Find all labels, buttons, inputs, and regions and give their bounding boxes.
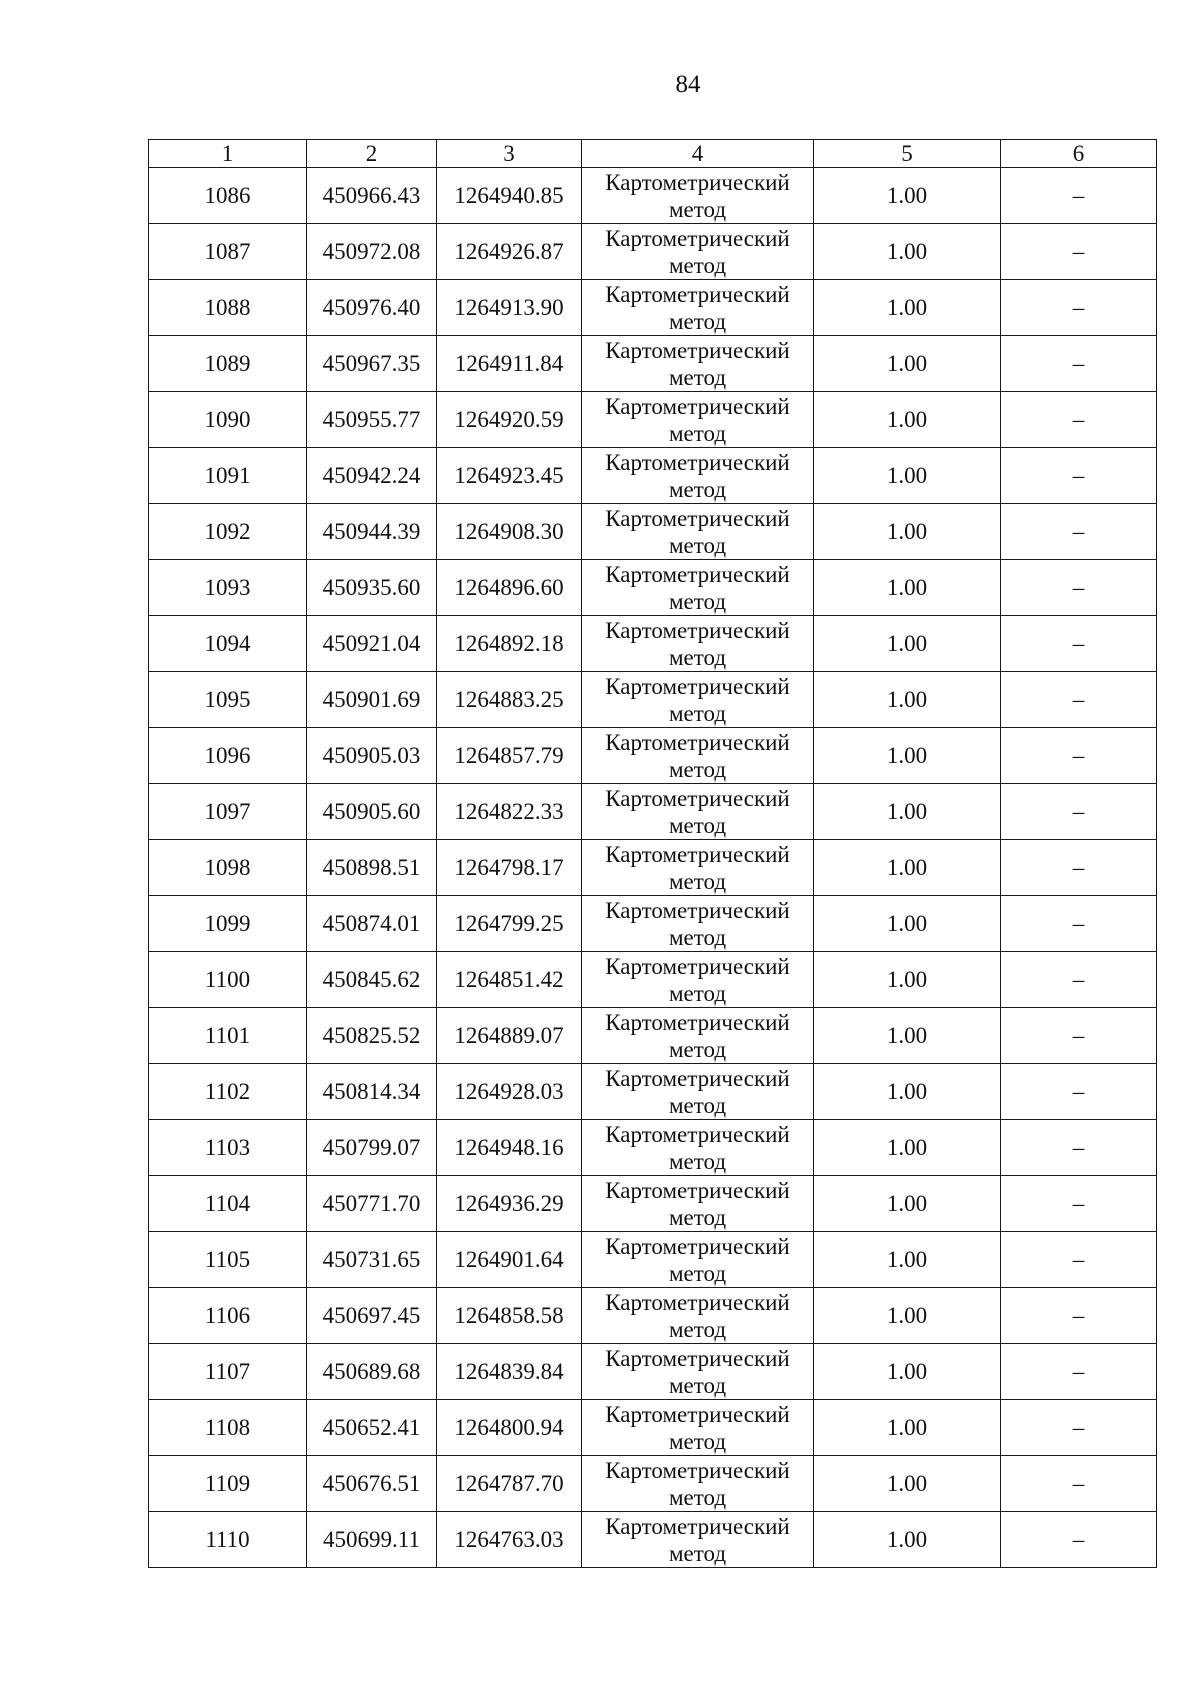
cell-y-coordinate: 1264858.58 (437, 1288, 582, 1344)
cell-method (582, 1344, 814, 1400)
cell-point-number: 1089 (149, 336, 307, 392)
cell-method (582, 280, 814, 336)
cell-accuracy: 1.00 (814, 840, 1001, 896)
method-line-1: Картометрический (605, 281, 790, 307)
method-line-1: Картометрический (605, 1233, 790, 1259)
cell-accuracy: 1.00 (814, 392, 1001, 448)
cell-point-number: 1090 (149, 392, 307, 448)
page-number: 84 (675, 71, 701, 98)
cell-accuracy: 1.00 (814, 1456, 1001, 1512)
cell-y-coordinate: 1264911.84 (437, 336, 582, 392)
column-header: 1 (149, 140, 307, 168)
method-line-1: Картометрический (605, 1513, 790, 1539)
method-line-2: метод (668, 1484, 727, 1510)
cell-accuracy: 1.00 (814, 1064, 1001, 1120)
cell-description: – (1001, 1456, 1157, 1512)
cell-x-coordinate: 450652.41 (307, 1400, 437, 1456)
table-row (149, 280, 1157, 336)
method-line-2: метод (668, 532, 727, 558)
cell-method (582, 224, 814, 280)
cell-description: – (1001, 1064, 1157, 1120)
cell-y-coordinate: 1264798.17 (437, 840, 582, 896)
coordinates-table (148, 139, 1157, 1568)
cell-x-coordinate: 450966.43 (307, 168, 437, 224)
cell-point-number: 1092 (149, 504, 307, 560)
method-line-1: Картометрический (605, 953, 790, 979)
cell-description: – (1001, 896, 1157, 952)
cell-accuracy: 1.00 (814, 728, 1001, 784)
cell-y-coordinate: 1264892.18 (437, 616, 582, 672)
table-row (149, 1344, 1157, 1400)
cell-y-coordinate: 1264923.45 (437, 448, 582, 504)
table-row (149, 616, 1157, 672)
method-line-2: метод (668, 980, 727, 1006)
cell-y-coordinate: 1264940.85 (437, 168, 582, 224)
method-line-2: метод (668, 420, 727, 446)
cell-x-coordinate: 450942.24 (307, 448, 437, 504)
cell-point-number: 1091 (149, 448, 307, 504)
cell-point-number: 1095 (149, 672, 307, 728)
cell-description: – (1001, 280, 1157, 336)
cell-y-coordinate: 1264928.03 (437, 1064, 582, 1120)
cell-y-coordinate: 1264908.30 (437, 504, 582, 560)
table-row (149, 896, 1157, 952)
cell-accuracy: 1.00 (814, 1344, 1001, 1400)
table-row (149, 336, 1157, 392)
cell-accuracy: 1.00 (814, 1008, 1001, 1064)
method-line-1: Картометрический (605, 673, 790, 699)
cell-method (582, 448, 814, 504)
cell-y-coordinate: 1264901.64 (437, 1232, 582, 1288)
cell-accuracy: 1.00 (814, 336, 1001, 392)
cell-point-number: 1107 (149, 1344, 307, 1400)
method-line-1: Картометрический (605, 337, 790, 363)
table-row (149, 1400, 1157, 1456)
method-line-1: Картометрический (605, 1121, 790, 1147)
cell-x-coordinate: 450921.04 (307, 616, 437, 672)
cell-method (582, 560, 814, 616)
method-line-2: метод (668, 868, 727, 894)
cell-point-number: 1104 (149, 1176, 307, 1232)
table-row (149, 392, 1157, 448)
cell-method (582, 504, 814, 560)
method-line-2: метод (668, 1540, 727, 1566)
method-line-1: Картометрический (605, 785, 790, 811)
table-row (149, 1064, 1157, 1120)
cell-x-coordinate: 450972.08 (307, 224, 437, 280)
cell-y-coordinate: 1264800.94 (437, 1400, 582, 1456)
cell-method (582, 1120, 814, 1176)
cell-y-coordinate: 1264948.16 (437, 1120, 582, 1176)
cell-accuracy: 1.00 (814, 1232, 1001, 1288)
cell-method (582, 1176, 814, 1232)
cell-method (582, 1232, 814, 1288)
cell-method (582, 616, 814, 672)
table-row (149, 224, 1157, 280)
cell-description: – (1001, 336, 1157, 392)
table-row (149, 1512, 1157, 1568)
cell-x-coordinate: 450901.69 (307, 672, 437, 728)
cell-method (582, 392, 814, 448)
method-line-2: метод (668, 196, 727, 222)
table-row (149, 1288, 1157, 1344)
method-line-1: Картометрический (605, 841, 790, 867)
cell-accuracy: 1.00 (814, 560, 1001, 616)
table-row (149, 784, 1157, 840)
table-row (149, 1176, 1157, 1232)
method-line-1: Картометрический (605, 1401, 790, 1427)
table-body (149, 168, 1157, 1568)
cell-description: – (1001, 840, 1157, 896)
method-line-1: Картометрический (605, 1177, 790, 1203)
cell-point-number: 1106 (149, 1288, 307, 1344)
method-line-1: Картометрический (605, 1345, 790, 1371)
cell-x-coordinate: 450976.40 (307, 280, 437, 336)
cell-method (582, 952, 814, 1008)
method-line-2: метод (668, 1148, 727, 1174)
method-line-2: метод (668, 476, 727, 502)
table-row (149, 448, 1157, 504)
cell-point-number: 1097 (149, 784, 307, 840)
cell-point-number: 1109 (149, 1456, 307, 1512)
cell-description: – (1001, 1008, 1157, 1064)
cell-accuracy: 1.00 (814, 224, 1001, 280)
cell-x-coordinate: 450799.07 (307, 1120, 437, 1176)
cell-point-number: 1102 (149, 1064, 307, 1120)
cell-description: – (1001, 1176, 1157, 1232)
cell-point-number: 1103 (149, 1120, 307, 1176)
method-line-1: Картометрический (605, 1009, 790, 1035)
method-line-1: Картометрический (605, 617, 790, 643)
cell-description: – (1001, 392, 1157, 448)
cell-accuracy: 1.00 (814, 280, 1001, 336)
cell-x-coordinate: 450905.60 (307, 784, 437, 840)
method-line-2: метод (668, 364, 727, 390)
method-line-1: Картометрический (605, 897, 790, 923)
cell-point-number: 1100 (149, 952, 307, 1008)
cell-accuracy: 1.00 (814, 1288, 1001, 1344)
cell-y-coordinate: 1264857.79 (437, 728, 582, 784)
method-line-1: Картометрический (605, 729, 790, 755)
cell-description: – (1001, 448, 1157, 504)
method-line-2: метод (668, 1260, 727, 1286)
method-line-1: Картометрический (605, 225, 790, 251)
method-line-1: Картометрический (605, 1289, 790, 1315)
cell-x-coordinate: 450699.11 (307, 1512, 437, 1568)
cell-y-coordinate: 1264799.25 (437, 896, 582, 952)
method-line-1: Картометрический (605, 169, 790, 195)
cell-accuracy: 1.00 (814, 1176, 1001, 1232)
table-row (149, 504, 1157, 560)
method-line-2: метод (668, 1316, 727, 1342)
cell-point-number: 1096 (149, 728, 307, 784)
method-line-1: Картометрический (605, 505, 790, 531)
cell-x-coordinate: 450967.35 (307, 336, 437, 392)
method-line-2: метод (668, 924, 727, 950)
cell-description: – (1001, 728, 1157, 784)
method-line-1: Картометрический (605, 449, 790, 475)
cell-description: – (1001, 1288, 1157, 1344)
cell-x-coordinate: 450935.60 (307, 560, 437, 616)
column-header: 6 (1001, 140, 1157, 168)
method-line-2: метод (668, 756, 727, 782)
cell-accuracy: 1.00 (814, 784, 1001, 840)
method-line-2: метод (668, 1372, 727, 1398)
cell-method (582, 1456, 814, 1512)
cell-method (582, 1288, 814, 1344)
cell-description: – (1001, 672, 1157, 728)
method-line-2: метод (668, 700, 727, 726)
cell-method (582, 784, 814, 840)
cell-method (582, 896, 814, 952)
cell-point-number: 1099 (149, 896, 307, 952)
table-row (149, 1456, 1157, 1512)
cell-y-coordinate: 1264787.70 (437, 1456, 582, 1512)
cell-method (582, 672, 814, 728)
table-row (149, 1232, 1157, 1288)
cell-accuracy: 1.00 (814, 896, 1001, 952)
method-line-1: Картометрический (605, 1457, 790, 1483)
cell-y-coordinate: 1264920.59 (437, 392, 582, 448)
cell-point-number: 1088 (149, 280, 307, 336)
cell-y-coordinate: 1264883.25 (437, 672, 582, 728)
cell-method (582, 168, 814, 224)
cell-description: – (1001, 1120, 1157, 1176)
cell-accuracy: 1.00 (814, 952, 1001, 1008)
cell-description: – (1001, 952, 1157, 1008)
method-line-2: метод (668, 1428, 727, 1454)
cell-description: – (1001, 1512, 1157, 1568)
cell-x-coordinate: 450697.45 (307, 1288, 437, 1344)
cell-x-coordinate: 450814.34 (307, 1064, 437, 1120)
cell-point-number: 1087 (149, 224, 307, 280)
table-row (149, 1120, 1157, 1176)
cell-description: – (1001, 616, 1157, 672)
cell-point-number: 1093 (149, 560, 307, 616)
cell-x-coordinate: 450905.03 (307, 728, 437, 784)
table-row (149, 672, 1157, 728)
cell-y-coordinate: 1264936.29 (437, 1176, 582, 1232)
cell-description: – (1001, 560, 1157, 616)
cell-description: – (1001, 784, 1157, 840)
cell-method (582, 1400, 814, 1456)
column-header: 2 (307, 140, 437, 168)
cell-y-coordinate: 1264889.07 (437, 1008, 582, 1064)
cell-x-coordinate: 450825.52 (307, 1008, 437, 1064)
method-line-1: Картометрический (605, 561, 790, 587)
cell-x-coordinate: 450771.70 (307, 1176, 437, 1232)
cell-accuracy: 1.00 (814, 504, 1001, 560)
method-line-2: метод (668, 1092, 727, 1118)
cell-accuracy: 1.00 (814, 616, 1001, 672)
cell-y-coordinate: 1264851.42 (437, 952, 582, 1008)
cell-description: – (1001, 1400, 1157, 1456)
cell-accuracy: 1.00 (814, 168, 1001, 224)
method-line-2: метод (668, 1036, 727, 1062)
column-header: 4 (582, 140, 814, 168)
table-header (149, 140, 1157, 168)
cell-method (582, 728, 814, 784)
cell-accuracy: 1.00 (814, 1400, 1001, 1456)
column-header: 3 (437, 140, 582, 168)
cell-y-coordinate: 1264926.87 (437, 224, 582, 280)
table-row (149, 952, 1157, 1008)
cell-y-coordinate: 1264839.84 (437, 1344, 582, 1400)
table-row (149, 840, 1157, 896)
cell-accuracy: 1.00 (814, 672, 1001, 728)
method-line-2: метод (668, 812, 727, 838)
cell-x-coordinate: 450874.01 (307, 896, 437, 952)
cell-accuracy: 1.00 (814, 1512, 1001, 1568)
cell-description: – (1001, 1232, 1157, 1288)
method-line-2: метод (668, 308, 727, 334)
column-header: 5 (814, 140, 1001, 168)
cell-description: – (1001, 504, 1157, 560)
cell-point-number: 1094 (149, 616, 307, 672)
cell-x-coordinate: 450898.51 (307, 840, 437, 896)
cell-x-coordinate: 450689.68 (307, 1344, 437, 1400)
cell-description: – (1001, 224, 1157, 280)
cell-x-coordinate: 450944.39 (307, 504, 437, 560)
cell-point-number: 1110 (149, 1512, 307, 1568)
method-line-1: Картометрический (605, 1065, 790, 1091)
cell-method (582, 1512, 814, 1568)
cell-x-coordinate: 450955.77 (307, 392, 437, 448)
cell-x-coordinate: 450845.62 (307, 952, 437, 1008)
cell-x-coordinate: 450731.65 (307, 1232, 437, 1288)
cell-method (582, 1064, 814, 1120)
cell-point-number: 1108 (149, 1400, 307, 1456)
cell-accuracy: 1.00 (814, 1120, 1001, 1176)
table-row (149, 560, 1157, 616)
table-row (149, 168, 1157, 224)
cell-y-coordinate: 1264896.60 (437, 560, 582, 616)
table-row (149, 1008, 1157, 1064)
cell-accuracy: 1.00 (814, 448, 1001, 504)
cell-y-coordinate: 1264913.90 (437, 280, 582, 336)
method-line-2: метод (668, 644, 727, 670)
method-line-2: метод (668, 588, 727, 614)
cell-point-number: 1086 (149, 168, 307, 224)
cell-point-number: 1101 (149, 1008, 307, 1064)
table-row (149, 728, 1157, 784)
method-line-2: метод (668, 252, 727, 278)
cell-y-coordinate: 1264763.03 (437, 1512, 582, 1568)
cell-description: – (1001, 168, 1157, 224)
cell-method (582, 1008, 814, 1064)
cell-y-coordinate: 1264822.33 (437, 784, 582, 840)
cell-point-number: 1105 (149, 1232, 307, 1288)
header-row (149, 140, 1157, 168)
cell-point-number: 1098 (149, 840, 307, 896)
cell-method (582, 336, 814, 392)
cell-description: – (1001, 1344, 1157, 1400)
cell-method (582, 840, 814, 896)
method-line-2: метод (668, 1204, 727, 1230)
cell-x-coordinate: 450676.51 (307, 1456, 437, 1512)
method-line-1: Картометрический (605, 393, 790, 419)
